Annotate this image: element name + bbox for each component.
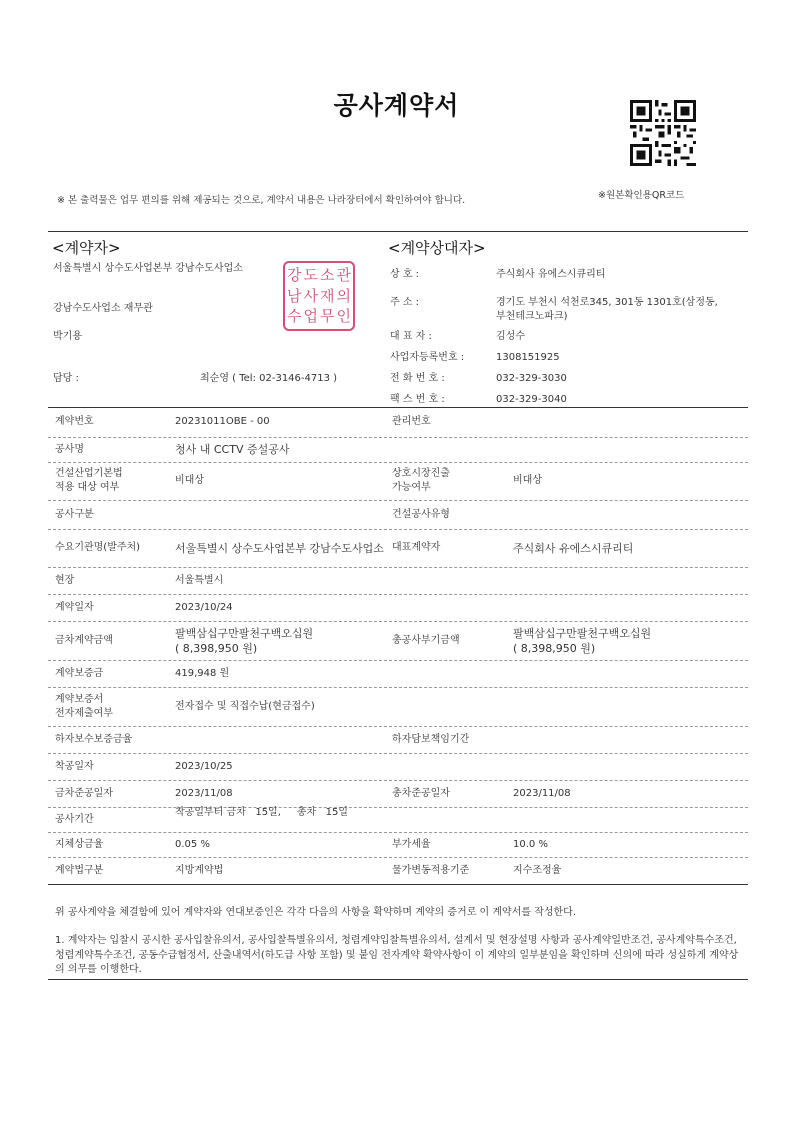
row-label: 착공일자	[55, 761, 94, 772]
divider	[48, 231, 748, 232]
qr-code-icon	[630, 100, 696, 166]
row-value: 2023/10/25	[175, 761, 233, 772]
contractor-manager-label: 담당 :	[53, 373, 79, 384]
counterparty-label: 상 호 :	[390, 269, 420, 280]
row-value: 지수조정율	[513, 865, 562, 876]
row-divider	[48, 437, 748, 438]
row-label: 대표계약자	[392, 542, 441, 553]
counterparty-label: 팩 스 번 호 :	[390, 394, 445, 405]
row-value: 419,948 원	[175, 668, 230, 679]
row-divider	[48, 567, 748, 568]
row-value: 주식회사 유에스시큐리티	[513, 542, 634, 555]
counterparty-label: 전 화 번 호 :	[390, 373, 445, 384]
divider	[48, 979, 748, 980]
row-label: 수요기관명(발주처)	[55, 542, 141, 553]
row-label: 현장	[55, 575, 75, 586]
document-title: 공사계약서	[333, 91, 460, 120]
row-label: 공사명	[55, 444, 84, 455]
row-value: 비대상	[175, 475, 204, 486]
row-value: 팔백삼십구만팔천구백오십원 ( 8,398,950 원)	[513, 627, 652, 655]
row-value: 전자접수 및 직접수납(현금접수)	[175, 701, 315, 712]
row-divider	[48, 500, 748, 501]
row-value: 10.0 %	[513, 839, 548, 850]
seal-character: 사	[303, 286, 318, 305]
intro-paragraph: 위 공사계약을 체결함에 있어 계약자와 연대보증인은 각각 다음의 사항을 확약하며 계약의 증거로 이 계약서를 작성한다.	[55, 907, 577, 918]
seal-character: 수	[287, 307, 302, 326]
row-divider	[48, 594, 748, 595]
counterparty-value: 1308151925	[496, 352, 560, 363]
row-label: 계약보증금	[55, 668, 104, 679]
row-label: 건설산업기본법 적용 대상 여부	[55, 468, 123, 493]
divider	[48, 407, 748, 408]
row-value: 지방계약법	[175, 865, 224, 876]
qr-caption: ※원본확인용QR코드	[598, 190, 685, 201]
row-divider	[48, 529, 748, 530]
contractor-manager-value: 최순영 ( Tel: 02-3146-4713 )	[200, 373, 338, 384]
seal-character: 도	[303, 266, 318, 284]
counterparty-label: 주 소 :	[390, 297, 420, 308]
row-value: 서울특별시 상수도사업본부 강남수도사업소	[175, 542, 384, 555]
row-label: 금차준공일자	[55, 788, 113, 799]
row-divider	[48, 621, 748, 622]
row-label: 계약번호	[55, 416, 94, 427]
row-label: 지체상금율	[55, 839, 104, 850]
contractor-heading: <계약자>	[52, 239, 121, 257]
row-label: 상호시장진출 가능여부	[392, 468, 450, 493]
row-divider	[48, 857, 748, 858]
seal-character: 강	[287, 266, 302, 284]
counterparty-label: 대 표 자 :	[390, 331, 432, 342]
seal-character: 재	[320, 286, 335, 305]
contractor-name: 박기용	[53, 331, 82, 342]
row-divider	[48, 462, 748, 463]
official-seal	[283, 261, 355, 331]
row-label: 하자보수보증금율	[55, 734, 133, 745]
counterparty-value: 경기도 부천시 석천로345, 301동 1301호(삼정동, 부천테크노파크)	[496, 297, 718, 322]
row-label: 금차계약금액	[55, 635, 113, 646]
contractor-dept: 강남수도사업소 재무관	[53, 303, 153, 314]
counterparty-value: 주식회사 유에스시큐리티	[496, 269, 606, 280]
row-label: 공사구분	[55, 509, 94, 520]
row-value: 0.05 %	[175, 839, 210, 850]
contractor-org: 서울특별시 상수도사업본부 강남수도사업소	[53, 263, 243, 274]
row-divider	[48, 660, 748, 661]
row-value: 서울특별시	[175, 575, 224, 586]
row-divider	[48, 687, 748, 688]
table-bottom-divider	[48, 884, 748, 885]
row-label: 하자담보책임기간	[392, 734, 470, 745]
counterparty-heading: <계약상대자>	[388, 239, 486, 257]
counterparty-value: 032-329-3040	[496, 394, 567, 405]
counterparty-value: 032-329-3030	[496, 373, 567, 384]
seal-character: 남	[287, 286, 302, 305]
notice-text: ※ 본 출력물은 업무 편의를 위해 제공되는 것으로, 계약서 내용은 나라장터에서 확인하여야 합니다.	[57, 195, 466, 206]
row-label: 관리번호	[392, 416, 431, 427]
row-value: 청사 내 CCTV 증설공사	[175, 443, 290, 456]
seal-character: 인	[336, 307, 351, 326]
row-value: 팔백삼십구만팔천구백오십원 ( 8,398,950 원)	[175, 627, 314, 655]
row-label: 총차준공일자	[392, 788, 450, 799]
row-divider	[48, 753, 748, 754]
row-value: 비대상	[513, 475, 542, 486]
row-label: 계약일자	[55, 602, 94, 613]
seal-character: 업	[303, 307, 318, 326]
row-value: 2023/11/08	[513, 788, 571, 799]
row-label: 부가세율	[392, 839, 431, 850]
row-label: 계약법구분	[55, 865, 104, 876]
row-label: 계약보증서 전자제출여부	[55, 694, 113, 719]
counterparty-label: 사업자등록번호 :	[390, 352, 465, 363]
row-label: 총공사부기금액	[392, 635, 460, 646]
seal-character: 무	[320, 307, 335, 326]
row-value: 착공일부터 금차 15일, 총차 15일	[175, 807, 349, 818]
seal-character: 관	[336, 266, 351, 284]
row-value: 2023/11/08	[175, 788, 233, 799]
clause-1-paragraph: 1. 계약자는 입찰시 공시한 공사입찰유의서, 공사입찰특별유의서, 청렴계약입찰특별유의서, 설계서 및 현장설명 사항과 공사계약일반조건, 공사계약특수조건, 청렴계약특수조건, 공동수급협정서, 산출내역서(하도급 사항 포함) 및 붙임 전자계약 확약사항이 이 계약의 일부분임을 확인하며 신의에 따라 성실하게 계약상의 의무를 이행한다.	[55, 935, 739, 975]
row-label: 건설공사유형	[392, 509, 450, 520]
row-label: 물가변동적용기준	[392, 865, 470, 876]
row-divider	[48, 832, 748, 833]
row-divider	[48, 780, 748, 781]
counterparty-value: 김성수	[496, 331, 525, 342]
row-divider	[48, 726, 748, 727]
seal-character: 의	[336, 286, 351, 305]
row-value: 2023/10/24	[175, 602, 233, 613]
row-label: 공사기간	[55, 814, 94, 825]
row-value: 20231011OBE - 00	[175, 416, 270, 427]
row-divider	[48, 807, 748, 808]
seal-character: 소	[320, 266, 335, 284]
